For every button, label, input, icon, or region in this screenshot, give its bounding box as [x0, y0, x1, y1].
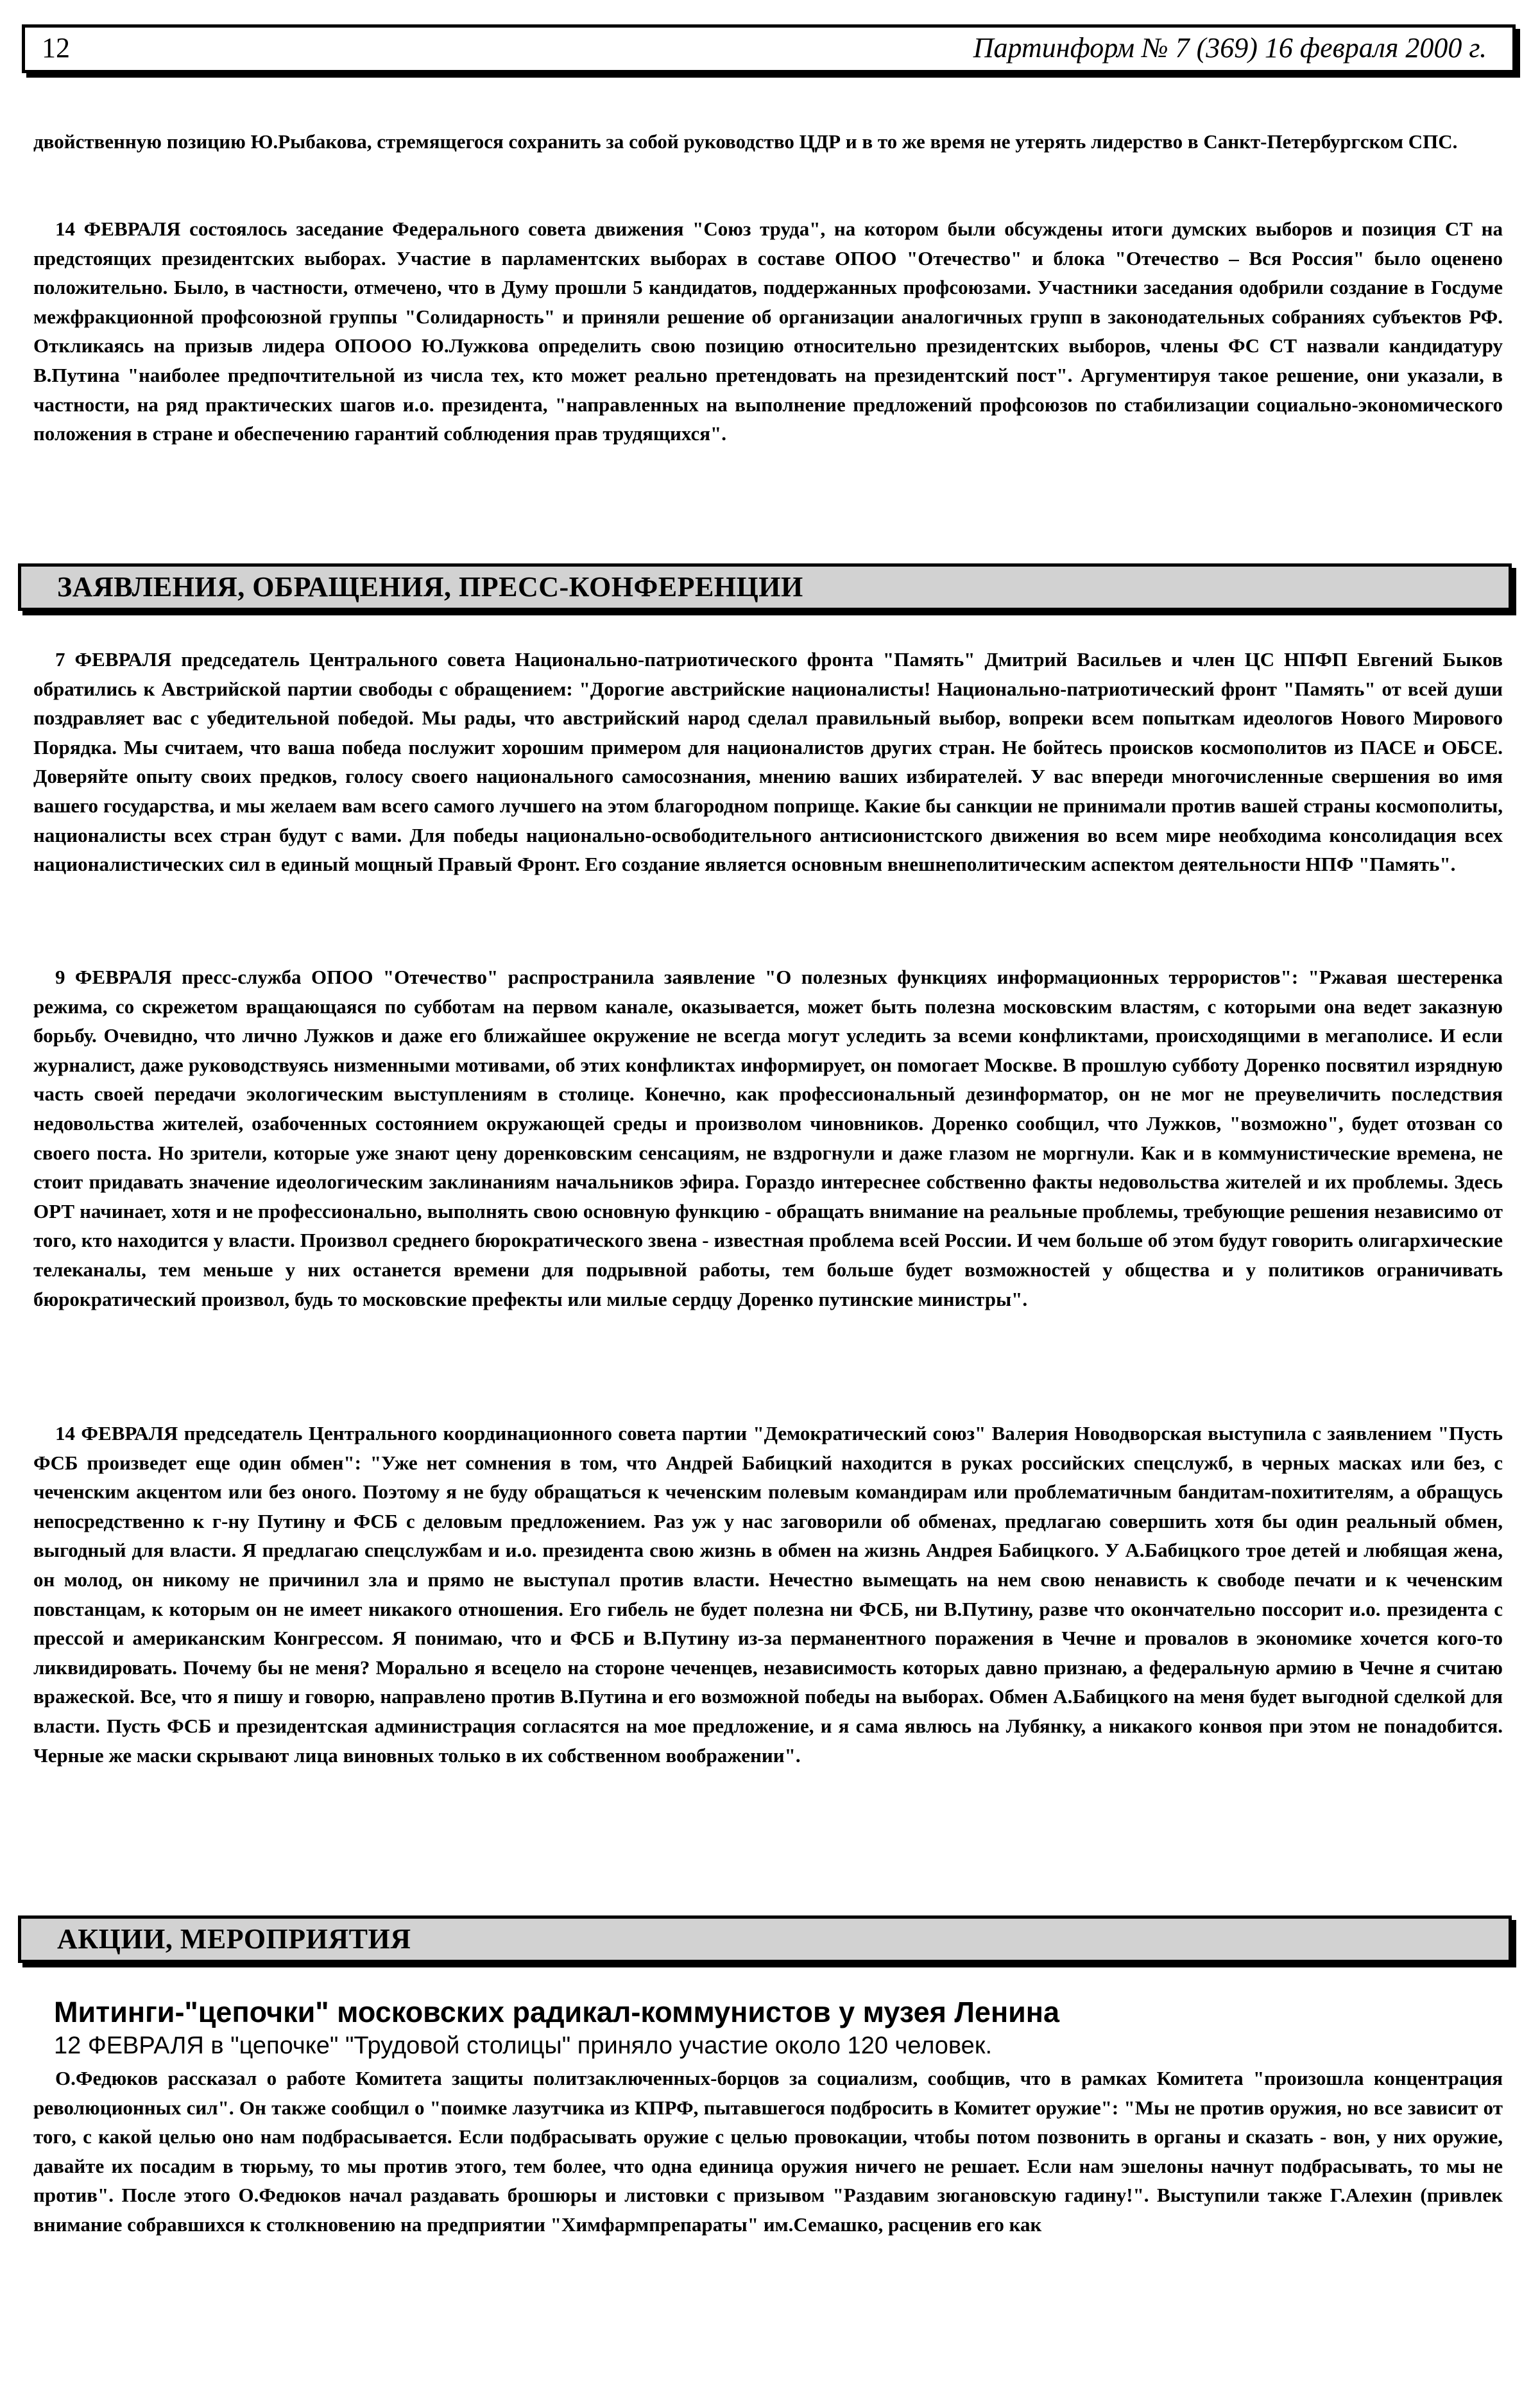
page-header [22, 24, 1516, 73]
section-header-statements [18, 563, 1512, 611]
paragraph-pamyat-appeal: 7 ФЕВРАЛЯ председатель Центрального совета Национально-патриотического фронта "Память" Дмитрий Васильев и член ЦС НПФП Евгений Быков обратились к Австрийской партии свободы с обращением: "Дорогие австрийские националисты! Национально-патриотический фронт "Память" от всей души поздравляет вас с убедительной победой. Мы рады, что австрийский народ сделал правильный выбор, вопреки всем попыткам идеологов Нового Мирового Порядка. Мы считаем, что ваша победа послужит хорошим примером для националистов других стран. Не бойтесь происков космополитов из ПАСЕ и ОБСЕ. Доверяйте опыту своих предков, голосу своего национального самосознания, мнению ваших избирателей. У вас впереди многочисленные свершения во имя вашего государства, и мы желаем вам всего самого лучшего на этом благородном поприще. Какие бы санкции не принимали против вашей страны космополиты, националисты всех стран будут с вами. Для победы национально-освободительного антисионистского движения во всем мире необходима консолидация всех националистических сил в единый мощный Правый Фронт. Его создание является основным внешнеполитическим аспектом деятельности НПФ "Память". [33, 648, 1503, 876]
paragraph-novodvorskaya-statement: 14 ФЕВРАЛЯ председатель Центрального координационного совета партии "Демократический союз" Валерия Новодворская выступила с заявлением "Пусть ФСБ произведет еще один обмен": "Уже нет сомнения в том, что Андрей Бабицкий находится в руках российских спецслужб, в черных масках или без, с чеченским акцентом или без оного. Поэтому я не буду обращаться к чеченским полевым командирам или проблематичным бандитам-похитителям, а обращусь непосредственно к г-ну Путину и ФСБ с деловым предложением. Раз уж у нас заговорили об обменах, предлагаю совершить хотя бы один реальный обмен, выгодный для власти. Я предлагаю спецслужбам и и.о. президента свою жизнь в обмен на жизнь Андрея Бабицкого. У А.Бабицкого трое детей и любящая жена, он молод, он никому не причинил зла и прямо не выступал против власти. Нечестно вымещать на нем свою ненависть к свободе печати и к чеченским повстанцам, к которым он не имеет никакого отношения. Его гибель не будет полезна ни ФСБ, ни В.Путину, разве что окончательно поссорит и.о. президента с прессой и американским Конгрессом. Я понимаю, что и ФСБ и В.Путину из-за перманентного поражения в Чечне и провалов в экономике хочется кого-то ликвидировать. Почему бы не меня? Морально я всецело на стороне чеченцев, независимость которых давно признаю, а федеральную армию в Чечне я считаю вражеской. Все, что я пишу и говорю, направлено против В.Путина и его возможной победы на выборах. Обмен А.Бабицкого на меня будет выгодной сделкой для власти. Пусть ФСБ и президентская администрация согласятся на мое предложение, и я сама явлюсь на Лубянку, а никакого конвоя при этом не понадобится. Черные же маски скрывают лица виновных только в их собственном воображении". [33, 1422, 1503, 1767]
paragraph-union-of-labor: 14 ФЕВРАЛЯ состоялось заседание Федерального совета движения "Союз труда", на котором были обсуждены итоги думских выборов и позиция СТ на предстоящих президентских выборах. Участие в парламентских выборах в составе ОПОО "Отечество" и блока "Отечество – Вся Россия" было оценено положительно. Было, в частности, отмечено, что в Думу прошли 5 кандидатов, поддержанных профсоюзами. Участники заседания одобрили создание в Госдуме межфракционной профсоюзной группы "Солидарность" и приняли решение об организации аналогичных групп в законодательных собраниях субъектов РФ. Откликаясь на призыв лидера ОПООО Ю.Лужкова определить свою позицию относительно президентских выборов, члены ФС СТ назвали кандидатуру В.Путина "наиболее предпочтительной из числа тех, кто может реально претендовать на президентский пост". Аргументируя такое решение, они указали, в частности, на ряд практических шагов и.о. президента, "направленных на выполнение предложений профсоюзов по стабилизации социально-экономического положения в стране и обеспечению гарантий соблюдения прав трудящихся". [33, 218, 1503, 445]
article-headline: Митинги-"цепочки" московских радикал-коммунистов у музея Ленина [54, 1996, 1060, 2028]
page-number: 12 [42, 32, 70, 64]
section-title: АКЦИИ, МЕРОПРИЯТИЯ [57, 1923, 411, 1955]
paragraph-otechestvo-statement: 9 ФЕВРАЛЯ пресс-служба ОПОО "Отечество" распространила заявление "О полезных функциях информационных террористов": "Ржавая шестеренка режима, со скрежетом вращающаяся по субботам на первом канале, оказывается, может быть полезна московским властям, с которыми она ведет заказную борьбу. Очевидно, что лично Лужков и даже его ближайшее окружение не всегда могут уследить за всеми конфликтами, происходящими в мегаполисе. И если журналист, даже руководствуясь низменными мотивами, об этих конфликтах информирует, он помогает Москве. В прошлую субботу Доренко посвятил изрядную часть своей передачи экологическим выступлениям в столице. Конечно, как профессиональный дезинформатор, он не мог не преувеличить последствия недовольства жителей, озабоченных состоянием окружающей среды и произволом чиновников. Доренко сообщил, что Лужков, "возможно", будет отозван со своего поста. Но зрители, которые уже знают цену доренковским сенсациям, не вздрогнули и даже глазом не моргнули. Как и в коммунистические времена, не стоит придавать значение идеологическим заклинаниям начальников эфира. Гораздо интереснее собственно факты недовольства жителей и их проблемы. Здесь ОРТ начинает, хотя и не профессионально, выполнять свою основную функцию - обращать внимание на реальные проблемы, требующие решения независимо от того, кто находится у власти. Произвол среднего бюрократического звена - известная проблема всей России. И чем больше об этом будут говорить олигархические телеканалы, тем меньше у них останется времени для подрывной работы, тем больше будет возможностей у общества и у политиков ограничивать бюрократический произвол, будь то московские префекты или милые сердцу Доренко путинские министры". [33, 966, 1503, 1310]
issue-title: Партинформ № 7 (369) 16 февраля 2000 г. [973, 32, 1487, 64]
paragraph-continuation: двойственную позицию Ю.Рыбакова, стремящегося сохранить за собой руководство ЦДР и в то же время не утерять лидерство в Санкт-Петербургском СПС. [33, 130, 1458, 153]
article-subhead: 12 ФЕВРАЛЯ в "цепочке" "Трудовой столицы" приняло участие около 120 человек. [54, 2032, 992, 2059]
section-title: ЗАЯВЛЕНИЯ, ОБРАЩЕНИЯ, ПРЕСС-КОНФЕРЕНЦИИ [57, 571, 803, 603]
section-header-actions [18, 1915, 1512, 1963]
paragraph-fedyukov: О.Федюков рассказал о работе Комитета защиты политзаключенных-борцов за социализм, сообщив, что в рамках Комитета "произошла концентрация революционных сил". Он также сообщил о "поимке лазутчика из КПРФ, пытавшегося подбросить в Комитет оружие": "Мы не против оружия, но все зависит от того, с какой целью оно нам подбрасывается. Если подбрасывать оружие с целью провокации, чтобы потом позвонить в органы и сказать - вон, у них оружие, давайте их посадим в тюрьму, то мы против этого, тем более, что одна единица оружия ничего не решает. Если нам эшелоны начнут подбрасывать, то мы не против". После этого О.Федюков начал раздавать брошюры и листовки с призывом "Раздавим зюгановскую гадину!". Выступили также Г.Алехин (привлек внимание собравшихся к столкновению на предприятии "Химфармпрепараты" им.Семашко, расценив его как [33, 2067, 1503, 2236]
